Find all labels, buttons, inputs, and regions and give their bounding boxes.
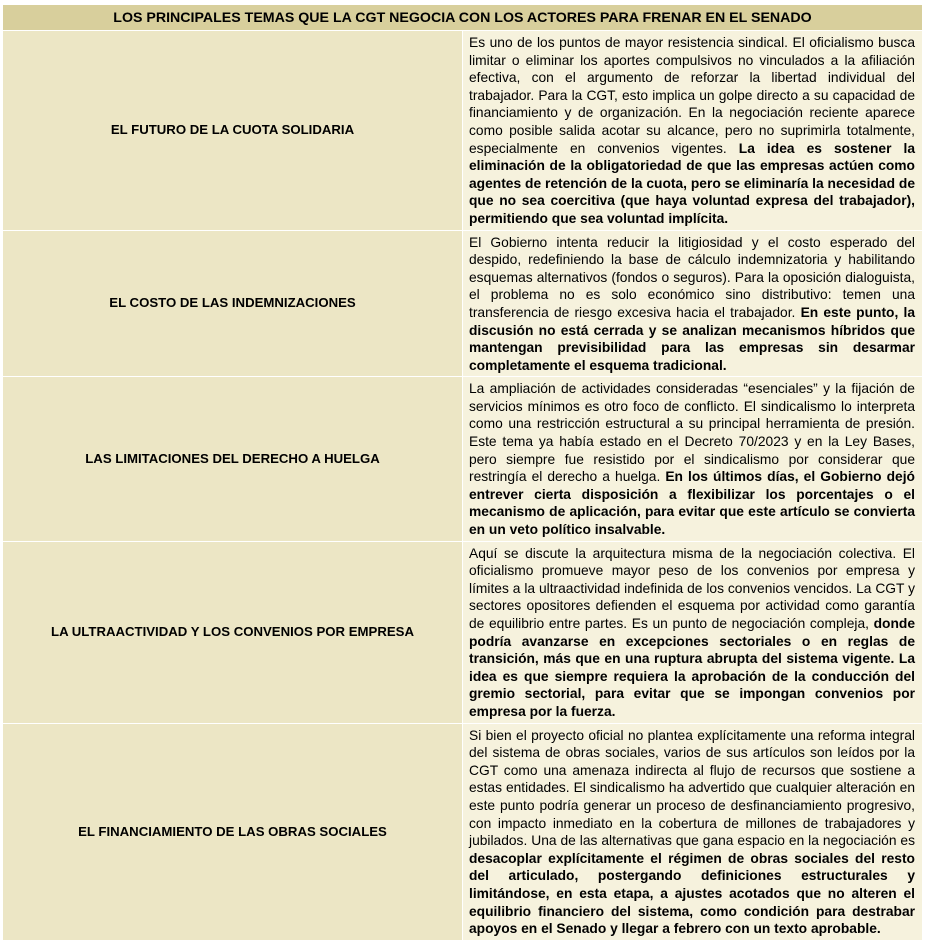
description-text: Aquí se discute la arquitectura misma de la negociación colectiva. El oficialismo promueve mayor peso de los convenios por empresa y límites a la ultraactividad indefinida de los convenios vencidos. La CGT y sectores opositores defienden el esquema por actividad como garantía de equilibrio entre partes. Es un punto de negociación compleja, bbox=[469, 545, 915, 631]
description-highlight: La idea es sostener la eliminación de la obligatoriedad de que las empresas actúen como agentes de retención de la cuota, pero se eliminaría la necesidad de que no sea coercitiva (que haya voluntad expresa del trabajador), permitiendo que sea voluntad implícita. bbox=[469, 140, 915, 226]
topic-label: EL FUTURO DE LA CUOTA SOLIDARIA bbox=[3, 31, 463, 231]
topics-table bbox=[2, 4, 923, 941]
table-row-obras-sociales bbox=[3, 723, 923, 940]
table-row-indemnizaciones bbox=[3, 230, 923, 377]
table-title: LOS PRINCIPALES TEMAS QUE LA CGT NEGOCIA CON LOS ACTORES PARA FRENAR EN EL SENADO bbox=[3, 5, 923, 31]
topics-table-wrapper bbox=[2, 4, 923, 941]
topic-label: LA ULTRAACTIVIDAD Y LOS CONVENIOS POR EMPRESA bbox=[3, 541, 463, 723]
description-highlight: donde podría avanzarse en excepciones sectoriales o en reglas de transición, más que en una ruptura abrupta del sistema vigente. La idea es que siempre requiera la aprobación de la conducción del gremio sectorial, para evitar que se impongan convenios por empresa por la fuerza. bbox=[469, 616, 915, 719]
topic-description bbox=[463, 541, 923, 723]
description-text: Si bien el proyecto oficial no plantea explícitamente una reforma integral del sistema de obras sociales, varios de sus artículos son leídos por la CGT como una amenaza indirecta al flujo de recursos que sostiene a estas entidades. El sindicalismo ha advertido que cualquier alteración en este punto podría generar un proceso de desfinanciamiento progresivo, con impacto inmediato en la cobertura de millones de trabajadores y jubilados. Una de las alternativas que gana espacio en la negociación es bbox=[469, 727, 915, 849]
topic-description bbox=[463, 377, 923, 541]
table-row-cuota-solidaria bbox=[3, 31, 923, 231]
table-row-ultraactividad bbox=[3, 541, 923, 723]
topic-label: LAS LIMITACIONES DEL DERECHO A HUELGA bbox=[3, 377, 463, 541]
topic-label: EL FINANCIAMIENTO DE LAS OBRAS SOCIALES bbox=[3, 723, 463, 940]
description-highlight: En este punto, la discusión no está cerrada y se analizan mecanismos híbridos que mantengan previsibilidad para las empresas sin desarmar completamente el esquema tradicional. bbox=[469, 304, 915, 373]
topic-description bbox=[463, 723, 923, 940]
table-row-derecho-huelga bbox=[3, 377, 923, 541]
topic-description bbox=[463, 230, 923, 377]
topic-description bbox=[463, 31, 923, 231]
description-highlight: desacoplar explícitamente el régimen de obras sociales del resto del articulado, postergando definiciones estructurales y limitándose, en esta etapa, a ajustes acotados que no alteren el equilibrio financiero del sistema, como condición para destrabar apoyos en el Senado y llegar a febrero con un texto aprobable. bbox=[469, 850, 915, 937]
description-text: La ampliación de actividades consideradas “esenciales” y la fijación de servicios mínimos es otro foco de conflicto. El sindicalismo lo interpreta como una restricción estructural a su principal herramienta de presión. Este tema ya había estado en el Decreto 70/2023 y en la Ley Bases, pero siempre fue resistido por el sindicalismo por considerar que restringía el derecho a huelga. bbox=[469, 381, 915, 485]
description-text: Es uno de los puntos de mayor resistencia sindical. El oficialismo busca limitar o eliminar los aportes compulsivos no vinculados a la afiliación efectiva, con el argumento de reforzar la libertad individual del trabajador. Para la CGT, esto implica un golpe directo a su capacidad de financiamiento y de organización. En la negociación reciente aparece como posible salida acotar su alcance, pero no suprimirla totalmente, especialmente en convenios vigentes. bbox=[469, 35, 915, 156]
title-row bbox=[3, 5, 923, 31]
description-text: El Gobierno intenta reducir la litigiosidad y el costo esperado del despido, redefiniendo la base de cálculo indemnizatoria y habilitando esquemas alternativos (fondos o seguros). Para la oposición dialoguista, el problema no es solo económico sino distributivo: temen una transferencia de riesgo excesiva hacia el trabajador. bbox=[469, 234, 915, 320]
topic-label: EL COSTO DE LAS INDEMNIZACIONES bbox=[3, 230, 463, 377]
description-highlight: En los últimos días, el Gobierno dejó entrever cierta disposición a flexibilizar los porcentajes o el mecanismo de aplicación, para evitar que este artículo se convierta en un veto político insalvable. bbox=[469, 469, 915, 538]
